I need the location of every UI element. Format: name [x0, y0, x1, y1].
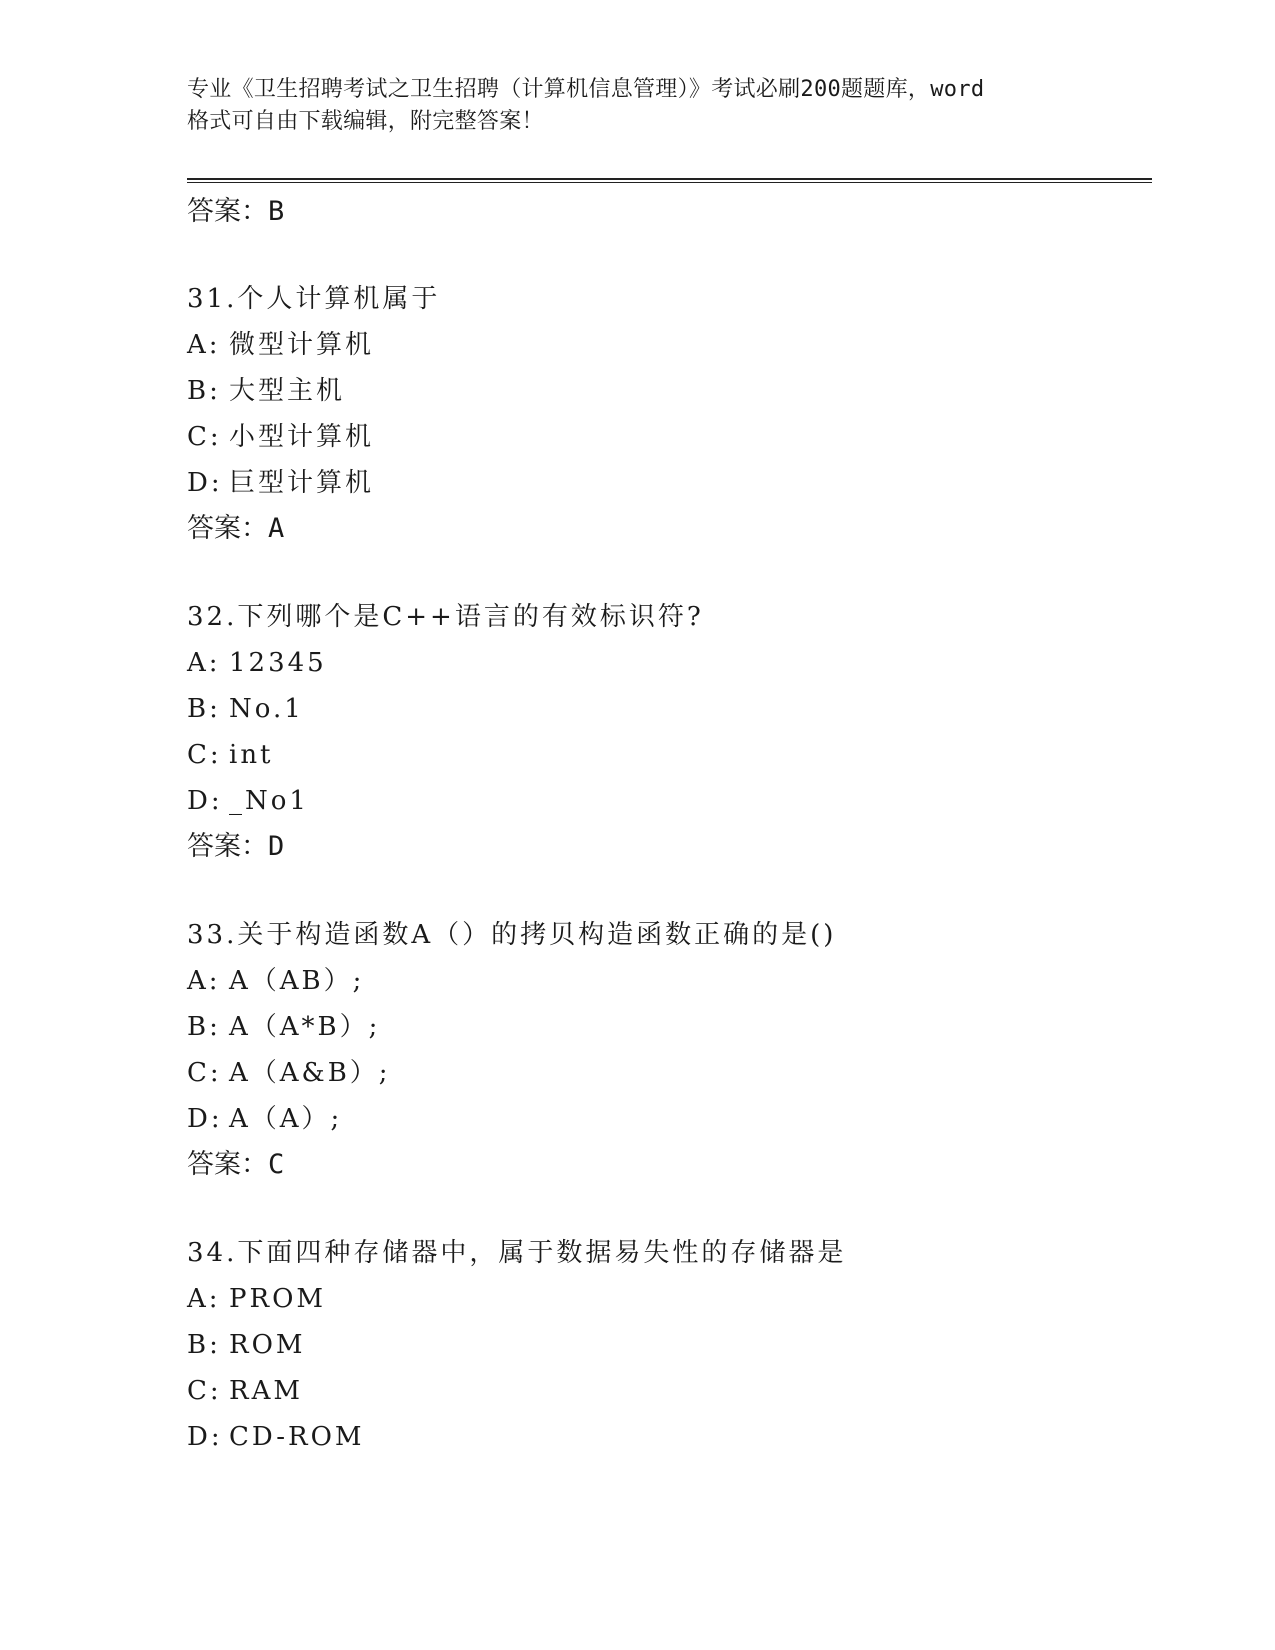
option-key: B: [187, 694, 221, 724]
option-b [187, 1322, 1147, 1368]
question-title: 32.下列哪个是C++语言的有效标识符? [187, 602, 704, 632]
document-header [187, 74, 1087, 138]
option-key: B: [187, 376, 221, 406]
option-key: D: [187, 786, 223, 816]
question-title: 34.下面四种存储器中，属于数据易失性的存储器是 [187, 1238, 847, 1268]
option-c [187, 414, 1147, 460]
option-a [187, 1276, 1147, 1322]
option-key: B: [187, 1012, 221, 1042]
option-key: A: [187, 966, 221, 996]
option-text: A（A&B）; [229, 1058, 391, 1088]
option-c [187, 1368, 1147, 1414]
question-title: 33.关于构造函数A（）的拷贝构造函数正确的是() [187, 920, 837, 950]
question-31 [187, 276, 1147, 552]
option-d [187, 460, 1147, 506]
answer: 答案：C [187, 1149, 285, 1180]
question-33 [187, 912, 1147, 1188]
option-d [187, 778, 1147, 824]
question-34 [187, 1230, 1147, 1460]
option-key: C: [187, 740, 222, 770]
option-text: PROM [229, 1284, 327, 1314]
option-text: CD-ROM [229, 1422, 365, 1452]
header-divider [187, 178, 1152, 183]
answer: 答案：A [187, 513, 285, 544]
option-key: A: [187, 330, 221, 360]
option-key: B: [187, 1330, 221, 1360]
option-key: D: [187, 1422, 223, 1452]
option-c [187, 1050, 1147, 1096]
option-text: int [229, 740, 274, 770]
option-c [187, 732, 1147, 778]
answer: 答案：D [187, 831, 285, 862]
option-a [187, 640, 1147, 686]
header-line-2: 格式可自由下载编辑，附完整答案！ [187, 109, 544, 134]
option-key: C: [187, 422, 222, 452]
question-32 [187, 594, 1147, 870]
option-text: No.1 [229, 694, 304, 724]
option-key: C: [187, 1376, 222, 1406]
option-key: A: [187, 1284, 221, 1314]
option-d [187, 1096, 1147, 1142]
option-a [187, 322, 1147, 368]
option-d [187, 1414, 1147, 1460]
option-text: A（A）; [229, 1104, 343, 1134]
option-text: 小型计算机 [229, 422, 375, 452]
option-key: D: [187, 1104, 223, 1134]
question-title: 31.个人计算机属于 [187, 284, 441, 314]
header-line-1: 专业《卫生招聘考试之卫生招聘（计算机信息管理）》考试必刷200题题库，word [187, 77, 985, 102]
previous-answer: 答案：B [187, 196, 285, 227]
option-text: 大型主机 [229, 376, 346, 406]
option-b [187, 368, 1147, 414]
option-key: C: [187, 1058, 222, 1088]
option-b [187, 1004, 1147, 1050]
option-b [187, 686, 1147, 732]
option-text: A（A*B）; [229, 1012, 381, 1042]
option-text: ROM [229, 1330, 306, 1360]
option-key: D: [187, 468, 223, 498]
option-key: A: [187, 648, 221, 678]
option-text: RAM [229, 1376, 303, 1406]
option-text: 巨型计算机 [229, 468, 375, 498]
option-text: _No1 [229, 786, 309, 816]
option-text: A（AB）; [229, 966, 365, 996]
option-text: 12345 [229, 648, 327, 678]
option-text: 微型计算机 [229, 330, 375, 360]
option-a [187, 958, 1147, 1004]
